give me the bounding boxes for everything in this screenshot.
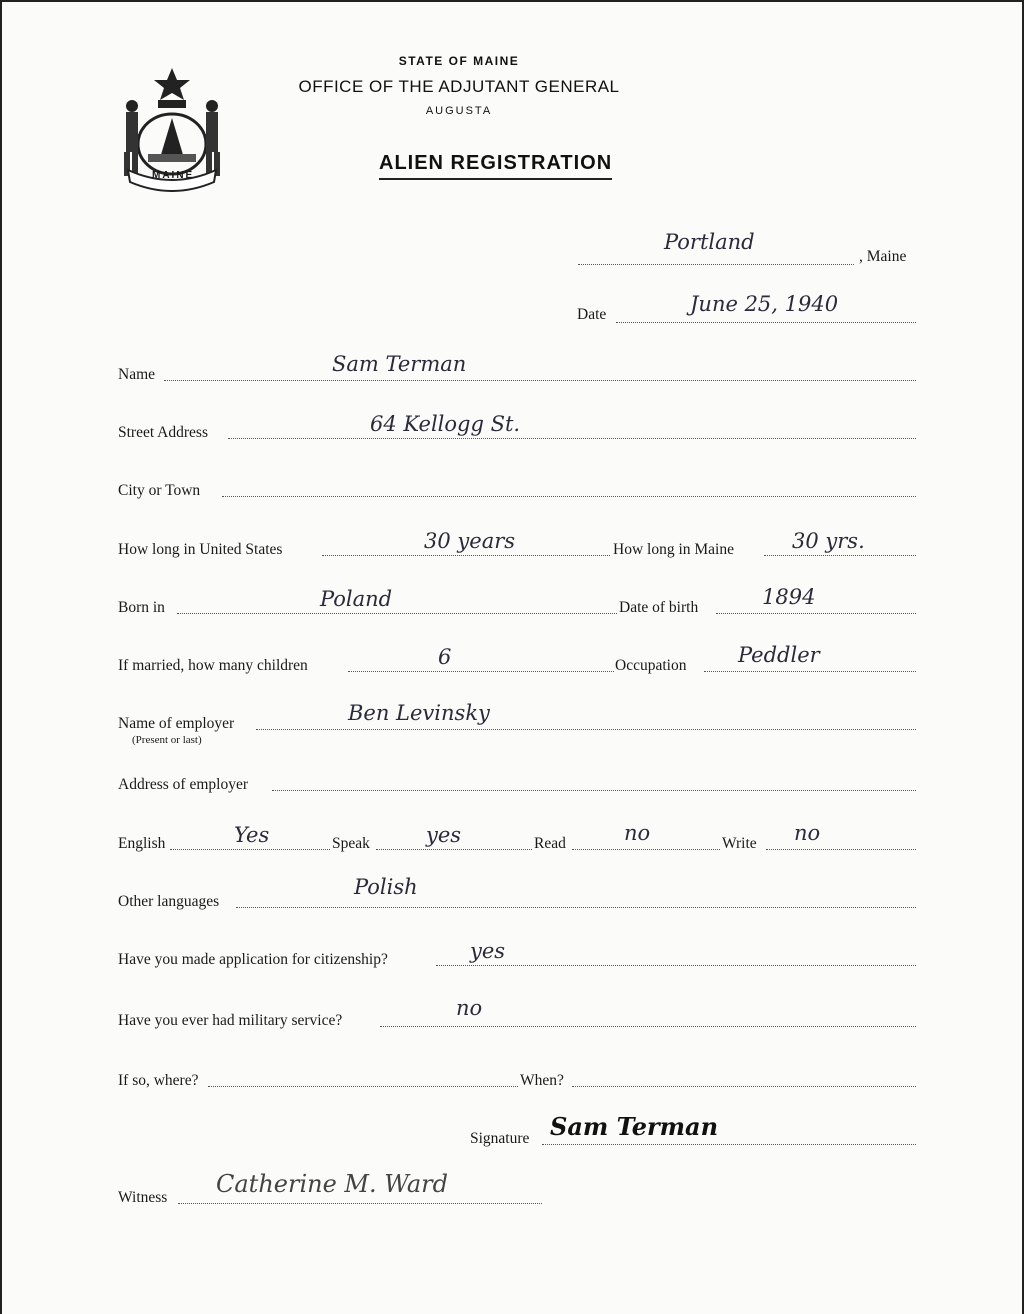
employer-address-label: Address of employer	[118, 776, 248, 793]
read-line	[572, 849, 720, 850]
place-value: Portland	[664, 230, 755, 254]
how-long-maine-label: How long in Maine	[613, 541, 734, 558]
place-line	[578, 264, 854, 265]
date-of-birth-value: 1894	[762, 585, 816, 609]
military-value: no	[456, 996, 483, 1020]
date-value: June 25, 1940	[690, 292, 839, 316]
born-in-value: Poland	[320, 587, 393, 611]
employer-sublabel: (Present or last)	[132, 734, 202, 746]
read-label: Read	[534, 835, 566, 852]
military-label: Have you ever had military service?	[118, 1012, 343, 1029]
born-in-line	[177, 613, 617, 614]
if-so-where-label: If so, where?	[118, 1072, 199, 1089]
born-in-label: Born in	[118, 599, 165, 616]
signature-line	[542, 1144, 916, 1145]
when-line	[572, 1086, 916, 1087]
street-address-line	[228, 438, 916, 439]
state-heading: STATE OF MAINE	[398, 54, 520, 68]
occupation-value: Peddler	[738, 643, 820, 667]
occupation-label: Occupation	[615, 657, 687, 674]
witness-value: Catherine M. Ward	[216, 1170, 448, 1198]
how-long-maine-line	[764, 555, 916, 556]
citizenship-value: yes	[470, 939, 506, 963]
employer-value: Ben Levinsky	[348, 701, 490, 725]
citizenship-line	[436, 965, 916, 966]
signature-value: Sam Terman	[550, 1112, 719, 1141]
how-long-maine-value: 30 yrs.	[792, 529, 865, 553]
place-label: , Maine	[859, 248, 907, 265]
date-label: Date	[577, 306, 607, 323]
read-value: no	[624, 821, 651, 845]
date-of-birth-line	[716, 613, 916, 614]
children-line	[348, 671, 614, 672]
speak-line	[376, 849, 532, 850]
english-line	[170, 849, 330, 850]
name-line	[164, 380, 916, 381]
employer-address-line	[272, 790, 916, 791]
witness-label: Witness	[118, 1189, 168, 1206]
children-label: If married, how many children	[118, 657, 308, 674]
form-title: ALIEN REGISTRATION	[379, 152, 612, 180]
city-label: City or Town	[118, 482, 201, 499]
write-line	[766, 849, 916, 850]
military-line	[380, 1026, 916, 1027]
date-of-birth-label: Date of birth	[619, 599, 699, 616]
city-line	[222, 496, 916, 497]
write-value: no	[794, 821, 821, 845]
how-long-us-value: 30 years	[424, 529, 516, 553]
office-heading: OFFICE OF THE ADJUTANT GENERAL	[298, 77, 620, 96]
if-so-where-line	[208, 1086, 518, 1087]
how-long-us-line	[322, 555, 610, 556]
street-address-value: 64 Kellogg St.	[370, 412, 521, 436]
speak-value: yes	[426, 823, 462, 847]
children-value: 6	[438, 645, 452, 669]
employer-label: Name of employer	[118, 715, 235, 732]
english-label: English	[118, 835, 166, 852]
city-heading: AUGUSTA	[425, 105, 493, 117]
name-value: Sam Terman	[332, 352, 467, 376]
how-long-us-label: How long in United States	[118, 541, 283, 558]
write-label: Write	[722, 835, 757, 852]
other-languages-value: Polish	[354, 875, 418, 899]
speak-label: Speak	[332, 835, 370, 852]
when-label: When?	[520, 1072, 564, 1089]
occupation-line	[704, 671, 916, 672]
citizenship-label: Have you made application for citizenship?	[118, 951, 388, 968]
other-languages-label: Other languages	[118, 893, 220, 910]
english-value: Yes	[234, 823, 270, 847]
date-line	[616, 322, 916, 323]
other-languages-line	[236, 907, 916, 908]
seal-banner-text: MAINE	[152, 170, 195, 181]
street-address-label: Street Address	[118, 424, 208, 441]
witness-line	[178, 1203, 542, 1204]
employer-line	[256, 729, 916, 730]
name-label: Name	[118, 366, 156, 383]
signature-label: Signature	[470, 1130, 530, 1147]
